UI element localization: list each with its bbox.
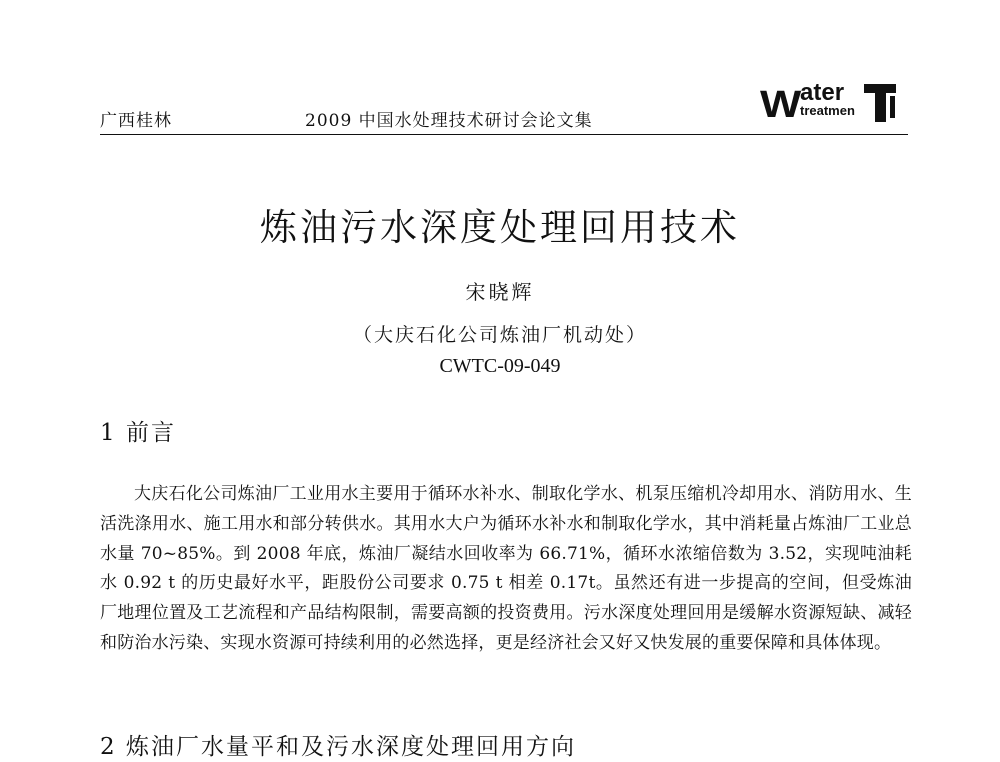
paper-affiliation: （大庆石化公司炼油厂机动处） (352, 324, 647, 346)
header-location: 广西桂林 (100, 111, 172, 131)
paper-code: CWTC-09-049 (439, 355, 561, 377)
logo-t-side-mark (890, 96, 895, 118)
introduction-paragraph: 大庆石化公司炼油厂工业用水主要用于循环水补水、制取化学水、机泵压缩机冷却用水、消防用水、生活洗涤用水、施工用水和部分转供水。其用水大户为循环水补水和制取化学水，其中消耗量占炼油厂工业总水量 70~85%。到 2008 年底，炼油厂凝结水回收率为 66.71%，循环水浓缩倍数为 3.52，实现吨油耗水 0.92 t 的历史最好水平，距股份公司要求 0.75 t 相差 0.17t。虽然还有进一步提高的空间，但受炼油厂地理位置及工艺流程和产品结构限制，需要高额的投资费用。污水深度处理回用是缓解水资源短缺、减轻和防治水污染、实现水资源可持续利用的必然选择，更是经济社会又好又快发展的重要保障和具体体现。 (100, 484, 912, 653)
logo-line-two: treatmen (800, 103, 855, 118)
header-rule (100, 134, 908, 135)
logo-t-stem (875, 91, 886, 122)
section-heading-water-balance: 2 炼油厂水量平和及污水深度处理回用方向 (100, 734, 576, 760)
water-treatment-logo (760, 79, 908, 132)
header-proceedings-title: 2009 中国水处理技术研讨会论文集 (305, 111, 593, 131)
logo-big-letter: W (760, 84, 797, 126)
running-header (100, 79, 908, 134)
logo-t-mark (864, 84, 896, 122)
section-heading-introduction: 1 前言 (100, 420, 176, 446)
paper-title: 炼油污水深度处理回用技术 (260, 206, 740, 249)
paper-author: 宋晓辉 (465, 280, 535, 304)
logo-line-one: ater (800, 79, 845, 106)
